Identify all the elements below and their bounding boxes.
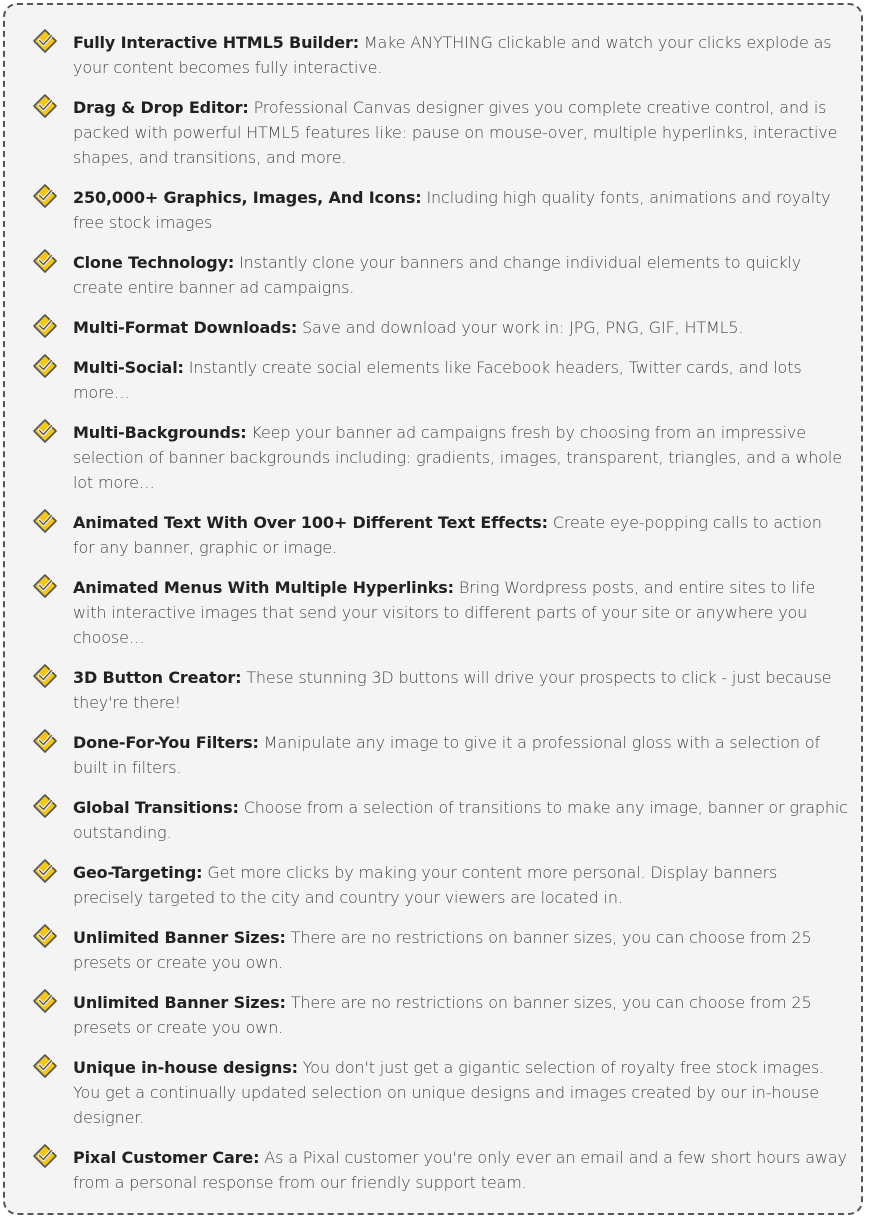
feature-title: Pixal Customer Care: bbox=[73, 1148, 260, 1167]
feature-title: Unlimited Banner Sizes: bbox=[73, 993, 286, 1012]
diamond-check-icon bbox=[32, 313, 58, 339]
feature-text bbox=[73, 665, 848, 715]
feature-text bbox=[73, 355, 848, 405]
feature-description: Bring Wordpress posts, and entire sites to life with interactive images that send your visitors to different parts of your site or anywhere you choose… bbox=[73, 578, 816, 647]
feature-title: Fully Interactive HTML5 Builder: bbox=[73, 33, 359, 52]
diamond-check-icon bbox=[32, 923, 58, 949]
feature-description: Make ANYTHING clickable and watch your clicks explode as your content becomes fully interactive. bbox=[73, 33, 832, 77]
feature-text bbox=[73, 575, 848, 650]
diamond-check-icon bbox=[32, 28, 58, 54]
feature-description: Choose from a selection of transitions to make any image, banner or graphic outstanding. bbox=[73, 798, 848, 842]
diamond-check-icon bbox=[32, 353, 58, 379]
diamond-check-icon bbox=[32, 988, 58, 1014]
feature-description: Instantly clone your banners and change individual elements to quickly create entire banner ad campaigns. bbox=[73, 253, 802, 297]
feature-title: Unlimited Banner Sizes: bbox=[73, 928, 286, 947]
diamond-check-icon bbox=[32, 1143, 58, 1169]
feature-title: Animated Text With Over 100+ Different Text Effects: bbox=[73, 513, 548, 532]
feature-description: Save and download your work in: JPG, PNG, GIF, HTML5. bbox=[302, 318, 744, 337]
diamond-check-icon bbox=[32, 183, 58, 209]
feature-text bbox=[73, 420, 848, 495]
feature-text bbox=[73, 990, 848, 1040]
feature-description: You don't just get a gigantic selection of royalty free stock images. You get a continually updated selection on unique designs and images created by our in-house designer. bbox=[73, 1058, 825, 1127]
feature-description: Instantly create social elements like Facebook headers, Twitter cards, and lots more… bbox=[73, 358, 802, 402]
feature-text bbox=[73, 510, 848, 560]
feature-title: Multi-Backgrounds: bbox=[73, 423, 247, 442]
diamond-check-icon bbox=[32, 573, 58, 599]
feature-text bbox=[73, 1055, 848, 1130]
feature-title: 3D Button Creator: bbox=[73, 668, 242, 687]
diamond-check-icon bbox=[32, 793, 58, 819]
feature-description: Including high quality fonts, animations and royalty free stock images bbox=[73, 188, 831, 232]
feature-title: Geo-Targeting: bbox=[73, 863, 203, 882]
feature-description: Professional Canvas designer gives you complete creative control, and is packed with powerful HTML5 features like: pause on mouse-over, multiple hyperlinks, interactive shapes, and transitions, and more. bbox=[73, 98, 838, 167]
feature-text bbox=[73, 730, 848, 780]
feature-description: Keep your banner ad campaigns fresh by choosing from an impressive selection of banner backgrounds including: gradients, images, transparent, triangles, and a whole lot more… bbox=[73, 423, 842, 492]
feature-title: Multi-Social: bbox=[73, 358, 184, 377]
feature-description: Get more clicks by making your content more personal. Display banners precisely targeted to the city and country your viewers are located in. bbox=[73, 863, 778, 907]
feature-title: 250,000+ Graphics, Images, And Icons: bbox=[73, 188, 422, 207]
feature-list-box bbox=[3, 3, 863, 1215]
feature-title: Global Transitions: bbox=[73, 798, 239, 817]
feature-text bbox=[73, 1145, 848, 1195]
feature-text bbox=[73, 860, 848, 910]
feature-title: Clone Technology: bbox=[73, 253, 235, 272]
feature-text bbox=[73, 795, 848, 845]
feature-title: Drag & Drop Editor: bbox=[73, 98, 249, 117]
diamond-check-icon bbox=[32, 663, 58, 689]
diamond-check-icon bbox=[32, 508, 58, 534]
diamond-check-icon bbox=[32, 248, 58, 274]
feature-title: Multi-Format Downloads: bbox=[73, 318, 298, 337]
diamond-check-icon bbox=[32, 93, 58, 119]
feature-description: Create eye-popping calls to action for any banner, graphic or image. bbox=[73, 513, 822, 557]
feature-title: Unique in-house designs: bbox=[73, 1058, 298, 1077]
feature-text bbox=[73, 185, 848, 235]
feature-text bbox=[73, 95, 848, 170]
feature-text bbox=[73, 250, 848, 300]
diamond-check-icon bbox=[32, 728, 58, 754]
feature-description: As a Pixal customer you're only ever an email and a few short hours away from a personal response from our friendly support team. bbox=[73, 1148, 847, 1192]
feature-text bbox=[73, 925, 848, 975]
feature-title: Done-For-You Filters: bbox=[73, 733, 259, 752]
feature-text bbox=[73, 315, 848, 340]
diamond-check-icon bbox=[32, 858, 58, 884]
feature-description: There are no restrictions on banner sizes, you can choose from 25 presets or create you own. bbox=[73, 993, 812, 1037]
feature-description: There are no restrictions on banner sizes, you can choose from 25 presets or create you own. bbox=[73, 928, 812, 972]
feature-text bbox=[73, 30, 848, 80]
diamond-check-icon bbox=[32, 418, 58, 444]
feature-description: Manipulate any image to give it a professional gloss with a selection of built in filters. bbox=[73, 733, 820, 777]
feature-title: Animated Menus With Multiple Hyperlinks: bbox=[73, 578, 454, 597]
diamond-check-icon bbox=[32, 1053, 58, 1079]
feature-description: These stunning 3D buttons will drive your prospects to click - just because they're there! bbox=[73, 668, 832, 712]
